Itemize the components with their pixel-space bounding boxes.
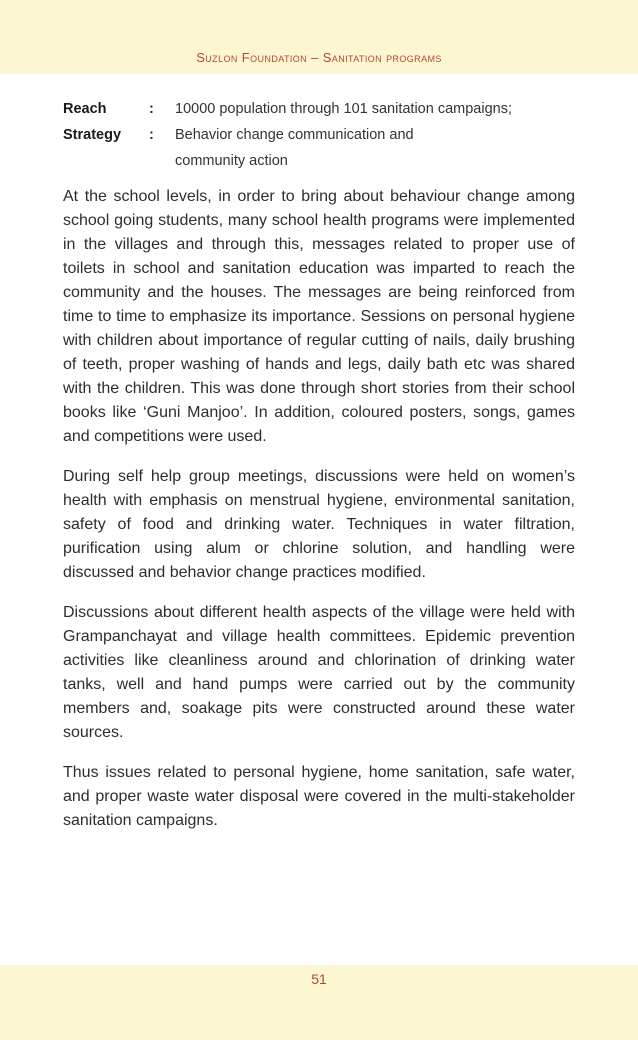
strategy-value: Behavior change communication and community action [175, 127, 414, 169]
reach-value: 10000 population through 101 sanitation campaigns; [175, 101, 512, 117]
reach-separator: : [149, 101, 154, 117]
reach-label: Reach [63, 101, 107, 117]
body-text [63, 185, 575, 849]
program-info [63, 96, 583, 174]
page-number: 51 [311, 971, 327, 987]
strategy-separator: : [149, 127, 154, 143]
paragraph-summary: Thus issues related to personal hygiene, home sanitation, safe water, and proper waste water disposal were covered in the multi-stakeholder sanitation campaigns. [63, 764, 575, 829]
paragraph-village-committees: Discussions about different health aspects of the village were held with Grampanchayat and village health committees. Epidemic prevention activities like cleanliness around and chlorination of drinking water tanks, well and hand pumps were carried out by the community members and, soakage pits were constructed around these water sources. [63, 604, 575, 741]
running-header: Suzlon Foundation – Sanitation programs [196, 50, 442, 65]
paragraph-self-help-groups: During self help group meetings, discussions were held on women’s health with emphasis on menstrual hygiene, environmental sanitation, safety of food and drinking water. Techniques in water filtration, purification using alum or chlorine solution, and handling were discussed and behavior change practices modified. [63, 468, 575, 581]
reach-row [63, 96, 583, 122]
paragraph-school-programs: At the school levels, in order to bring about behaviour change among school going students, many school health programs were implemented in the villages and through this, messages related to proper use of toilets in school and sanitation education was imparted to reach the community and the houses. The messages are being reinforced from time to time to emphasize its importance. Sessions on personal hygiene with children about importance of regular cutting of nails, daily brushing of teeth, proper washing of hands and legs, daily bath etc was shared with the children. This was done through short stories from their school books like ‘Guni Manjoo’. In addition, coloured posters, songs, games and competitions were used. [63, 188, 575, 445]
strategy-row [63, 122, 583, 174]
strategy-label: Strategy [63, 127, 122, 143]
